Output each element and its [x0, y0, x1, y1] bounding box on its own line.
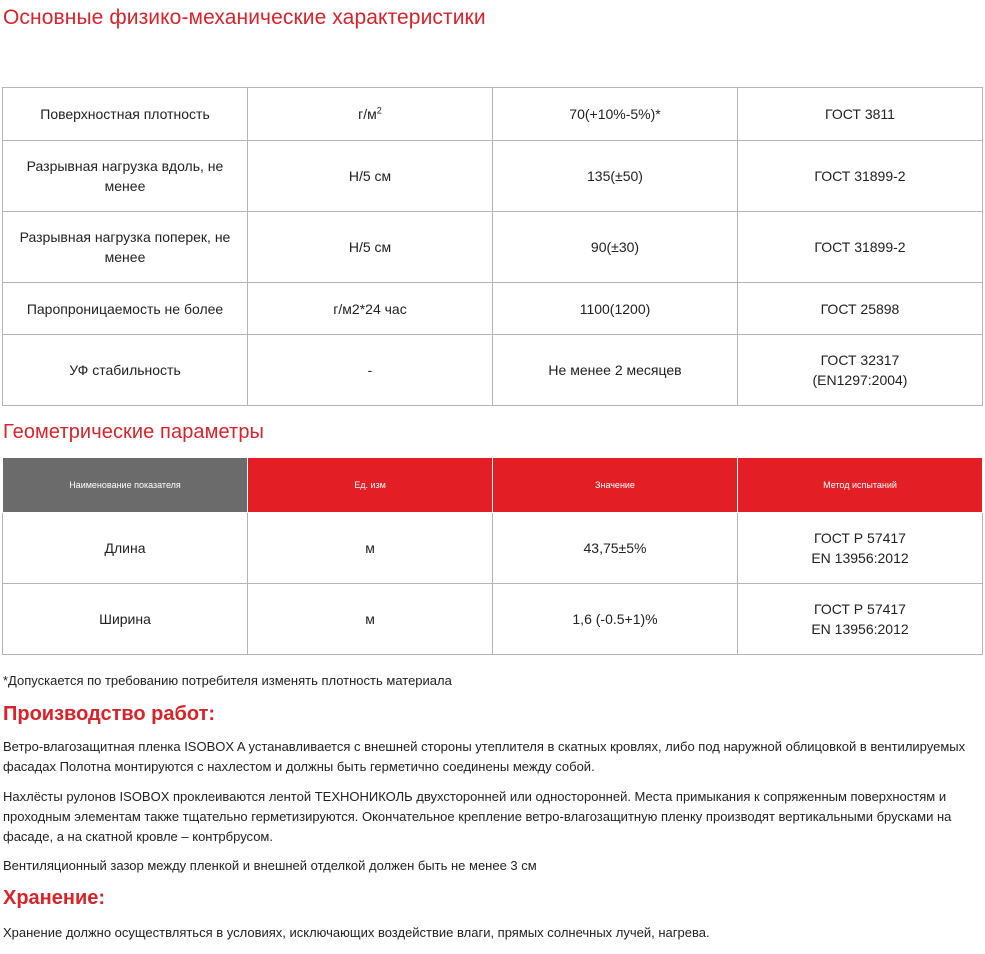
geometric-section-title: Геометрические параметры: [3, 421, 265, 443]
test-method: ГОСТ Р 57417 EN 13956:2012: [738, 513, 983, 584]
parameter-unit: м: [248, 584, 493, 655]
table-row: [3, 584, 983, 655]
property-name: Разрывная нагрузка вдоль, не менее: [3, 141, 248, 212]
property-name: УФ стабильность: [3, 335, 248, 406]
parameter-unit: м: [248, 513, 493, 584]
physical-properties-table: [2, 87, 983, 406]
geometric-parameters-table: [2, 457, 983, 655]
test-method: ГОСТ 31899-2: [738, 212, 983, 283]
work-section-title: Производство работ:: [3, 703, 216, 725]
parameter-name: Ширина: [3, 584, 248, 655]
column-header-name: Наименование показателя: [3, 458, 248, 513]
property-unit: Н/5 см: [248, 212, 493, 283]
table-row: [3, 141, 983, 212]
table-header-row: [3, 458, 983, 513]
test-method: ГОСТ 31899-2: [738, 141, 983, 212]
table-row: [3, 513, 983, 584]
test-method: ГОСТ 32317 (EN1297:2004): [738, 335, 983, 406]
table-row: [3, 212, 983, 283]
property-name: Разрывная нагрузка поперек, не менее: [3, 212, 248, 283]
column-header-method: Метод испытаний: [738, 458, 983, 513]
property-value: Не менее 2 месяцев: [493, 335, 738, 406]
table-row: [3, 283, 983, 335]
column-header-value: Значение: [493, 458, 738, 513]
property-unit: г/м2*24 час: [248, 283, 493, 335]
table-row: [3, 88, 983, 141]
parameter-value: 1,6 (-0.5+1)%: [493, 584, 738, 655]
work-paragraph: Ветро-влагозащитная пленка ISOBOX A устанавливается с внешней стороны утеплителя в скатных кровлях, либо под наружной облицовкой в вентилируемых фасадах Полотна монтируются с нахлестом и должны быть герметично соединены между собой.: [3, 739, 966, 774]
property-unit: $г/м^2$: [248, 88, 493, 141]
work-paragraph: Нахлёсты рулонов ISOBOX проклеиваются лентой ТЕХНОНИКОЛЬ двухсторонней или односторонней. Места примыкания к сопряженным поверхностям и проходным элементам также тщательно герметизируются. Окончательное крепление ветро-влагозащитную пленку производят вертикальными брусками на фасаде, а на скатной кровле – контрбрусом.: [3, 789, 952, 844]
test-method: ГОСТ Р 57417 EN 13956:2012: [738, 584, 983, 655]
storage-paragraph: Хранение должно осуществляться в условиях, исключающих воздействие влаги, прямых солнечных лучей, нагрева.: [3, 925, 710, 940]
parameter-value: 43,75±5%: [493, 513, 738, 584]
property-unit: -: [248, 335, 493, 406]
storage-section-title: Хранение:: [3, 887, 106, 909]
test-method: ГОСТ 3811: [738, 88, 983, 141]
density-footnote: *Допускается по требованию потребителя изменять плотность материала: [3, 673, 452, 688]
table-row: [3, 335, 983, 406]
test-method: ГОСТ 25898: [738, 283, 983, 335]
physical-section-title: Основные физико-механические характеристики: [3, 6, 486, 29]
property-name: Поверхностная плотность: [3, 88, 248, 141]
property-unit: Н/5 см: [248, 141, 493, 212]
property-value: 70(+10%-5%)*: [493, 88, 738, 141]
column-header-unit: Ед. изм: [248, 458, 493, 513]
parameter-name: Длина: [3, 513, 248, 584]
work-paragraph: Вентиляционный зазор между пленкой и внешней отделкой должен быть не менее 3 см: [3, 858, 537, 873]
property-name: Паропроницаемость не более: [3, 283, 248, 335]
property-value: 1100(1200): [493, 283, 738, 335]
property-value: 135(±50): [493, 141, 738, 212]
property-value: 90(±30): [493, 212, 738, 283]
